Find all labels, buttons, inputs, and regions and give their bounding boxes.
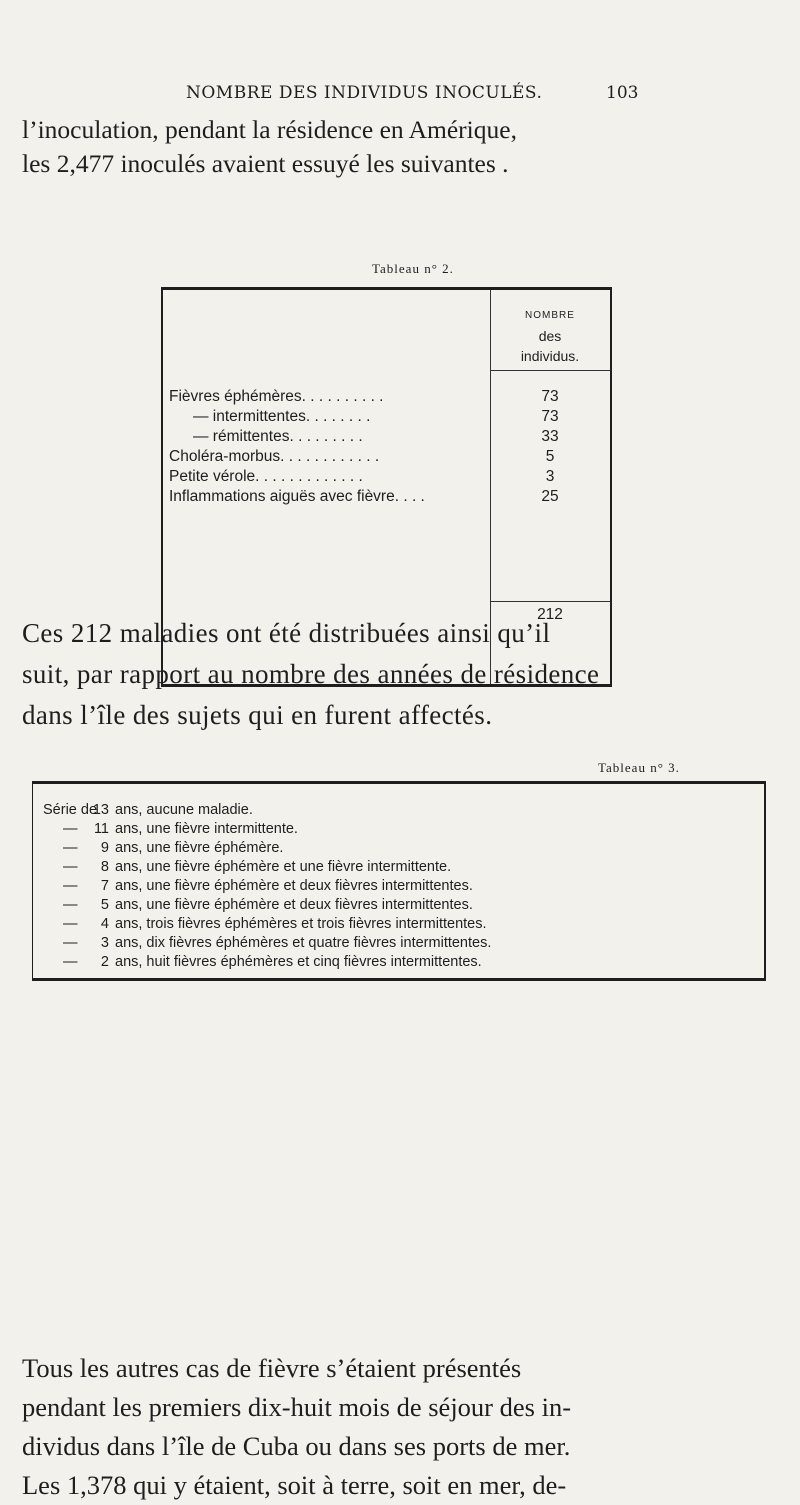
row-prefix: — [63, 859, 78, 875]
row-text: ans, une fièvre éphémère et une fièvre intermittente. [115, 859, 452, 875]
table-row [163, 428, 610, 448]
text-line: dividus dans l’île de Cuba ou dans ses ports de mer. [22, 1431, 571, 1461]
column-header [490, 306, 610, 366]
text-line: pendant les premiers dix-huit mois de séjour des in- [22, 1392, 572, 1422]
table-row [33, 935, 764, 955]
row-value: 33 [541, 428, 559, 445]
row-text: ans, huit fièvres éphémères et cinq fièvres intermittentes. [115, 954, 482, 970]
row-prefix: — [63, 954, 78, 970]
row-prefix: — [63, 897, 78, 913]
row-years: 7 [100, 878, 109, 894]
row-value: 25 [541, 488, 559, 505]
row-value: 73 [541, 388, 559, 405]
table-row [33, 916, 764, 936]
total-rule [490, 601, 610, 602]
table3-caption: Tableau n° 3. [598, 760, 680, 775]
table-3 [32, 781, 766, 981]
text-line: dans l’île des sujets qui en furent affectés. [22, 700, 493, 730]
page-number: 103 [606, 83, 639, 103]
running-head [0, 83, 800, 107]
row-text: ans, trois fièvres éphémères et trois fièvres intermittentes. [115, 916, 487, 932]
row-value: 73 [541, 408, 559, 425]
text-line: suit, par rapport au nombre des années de résidence [22, 659, 600, 689]
table-total: 212 [537, 606, 563, 623]
row-years: 11 [93, 821, 109, 837]
row-years: 3 [100, 935, 109, 951]
row-years: 5 [100, 897, 109, 913]
column-header-line: individus. [520, 348, 580, 364]
paragraph-intro [22, 113, 782, 181]
table2-caption: Tableau n° 2. [372, 261, 454, 276]
text-line: Tous les autres cas de fièvre s’étaient présentés [22, 1353, 522, 1383]
row-text: ans, une fièvre éphémère et deux fièvres intermittentes. [115, 897, 473, 913]
row-text: ans, aucune maladie. [115, 802, 253, 818]
row-years: 8 [100, 859, 109, 875]
table-row [163, 448, 610, 468]
row-years: 4 [100, 916, 109, 932]
paragraph-conclusion [22, 1349, 782, 1505]
text-line: Ces 212 maladies ont été distribuées ainsi qu’il [22, 618, 551, 648]
row-text: ans, une fièvre éphémère et deux fièvres intermittentes. [115, 878, 473, 894]
row-years: 2 [100, 954, 109, 970]
row-years: 9 [100, 840, 109, 856]
row-label: Petite vérole. . . . . . . . . . . . . [169, 468, 363, 485]
row-text: ans, dix fièvres éphémères et quatre fièvres intermittentes. [115, 935, 492, 951]
row-value: 5 [545, 448, 555, 465]
row-value: 3 [545, 468, 555, 485]
column-header-line: NOMBRE [525, 310, 575, 321]
table-row [33, 897, 764, 917]
table-row [163, 488, 610, 508]
row-prefix: — [63, 935, 78, 951]
table-row [163, 388, 610, 408]
row-prefix: — [63, 916, 78, 932]
header-rule [490, 370, 610, 371]
row-prefix: — [63, 840, 78, 856]
row-prefix: Série de [43, 802, 98, 818]
row-label: Inflammations aiguës avec fièvre. . . . [169, 488, 425, 505]
row-label: Fièvres éphémères. . . . . . . . . . [169, 388, 384, 405]
table-row [163, 468, 610, 488]
text-line: les 2,477 inoculés avaient essuyé les suivantes . [22, 149, 509, 178]
row-text: ans, une fièvre intermittente. [115, 821, 298, 837]
column-header-line: des [538, 328, 562, 344]
row-label: Choléra-morbus. . . . . . . . . . . . [169, 448, 380, 465]
table-row [33, 821, 764, 841]
table-row [163, 408, 610, 428]
table-row [33, 878, 764, 898]
table-row [33, 802, 764, 822]
row-prefix: — [63, 821, 78, 837]
paragraph-distribution [22, 613, 782, 736]
row-text: ans, une fièvre éphémère. [115, 840, 284, 856]
text-line: Les 1,378 qui y étaient, soit à terre, soit en mer, de- [22, 1470, 567, 1500]
row-label: — rémittentes. . . . . . . . . [193, 428, 363, 445]
table-row [33, 954, 764, 974]
table-row [33, 859, 764, 879]
row-prefix: — [63, 878, 78, 894]
text-line: l’inoculation, pendant la résidence en Amérique, [22, 115, 517, 144]
running-title: NOMBRE DES INDIVIDUS INOCULÉS. [186, 83, 543, 103]
table-row [33, 840, 764, 860]
row-label: — intermittentes. . . . . . . . [193, 408, 371, 425]
row-years: 13 [92, 802, 109, 818]
